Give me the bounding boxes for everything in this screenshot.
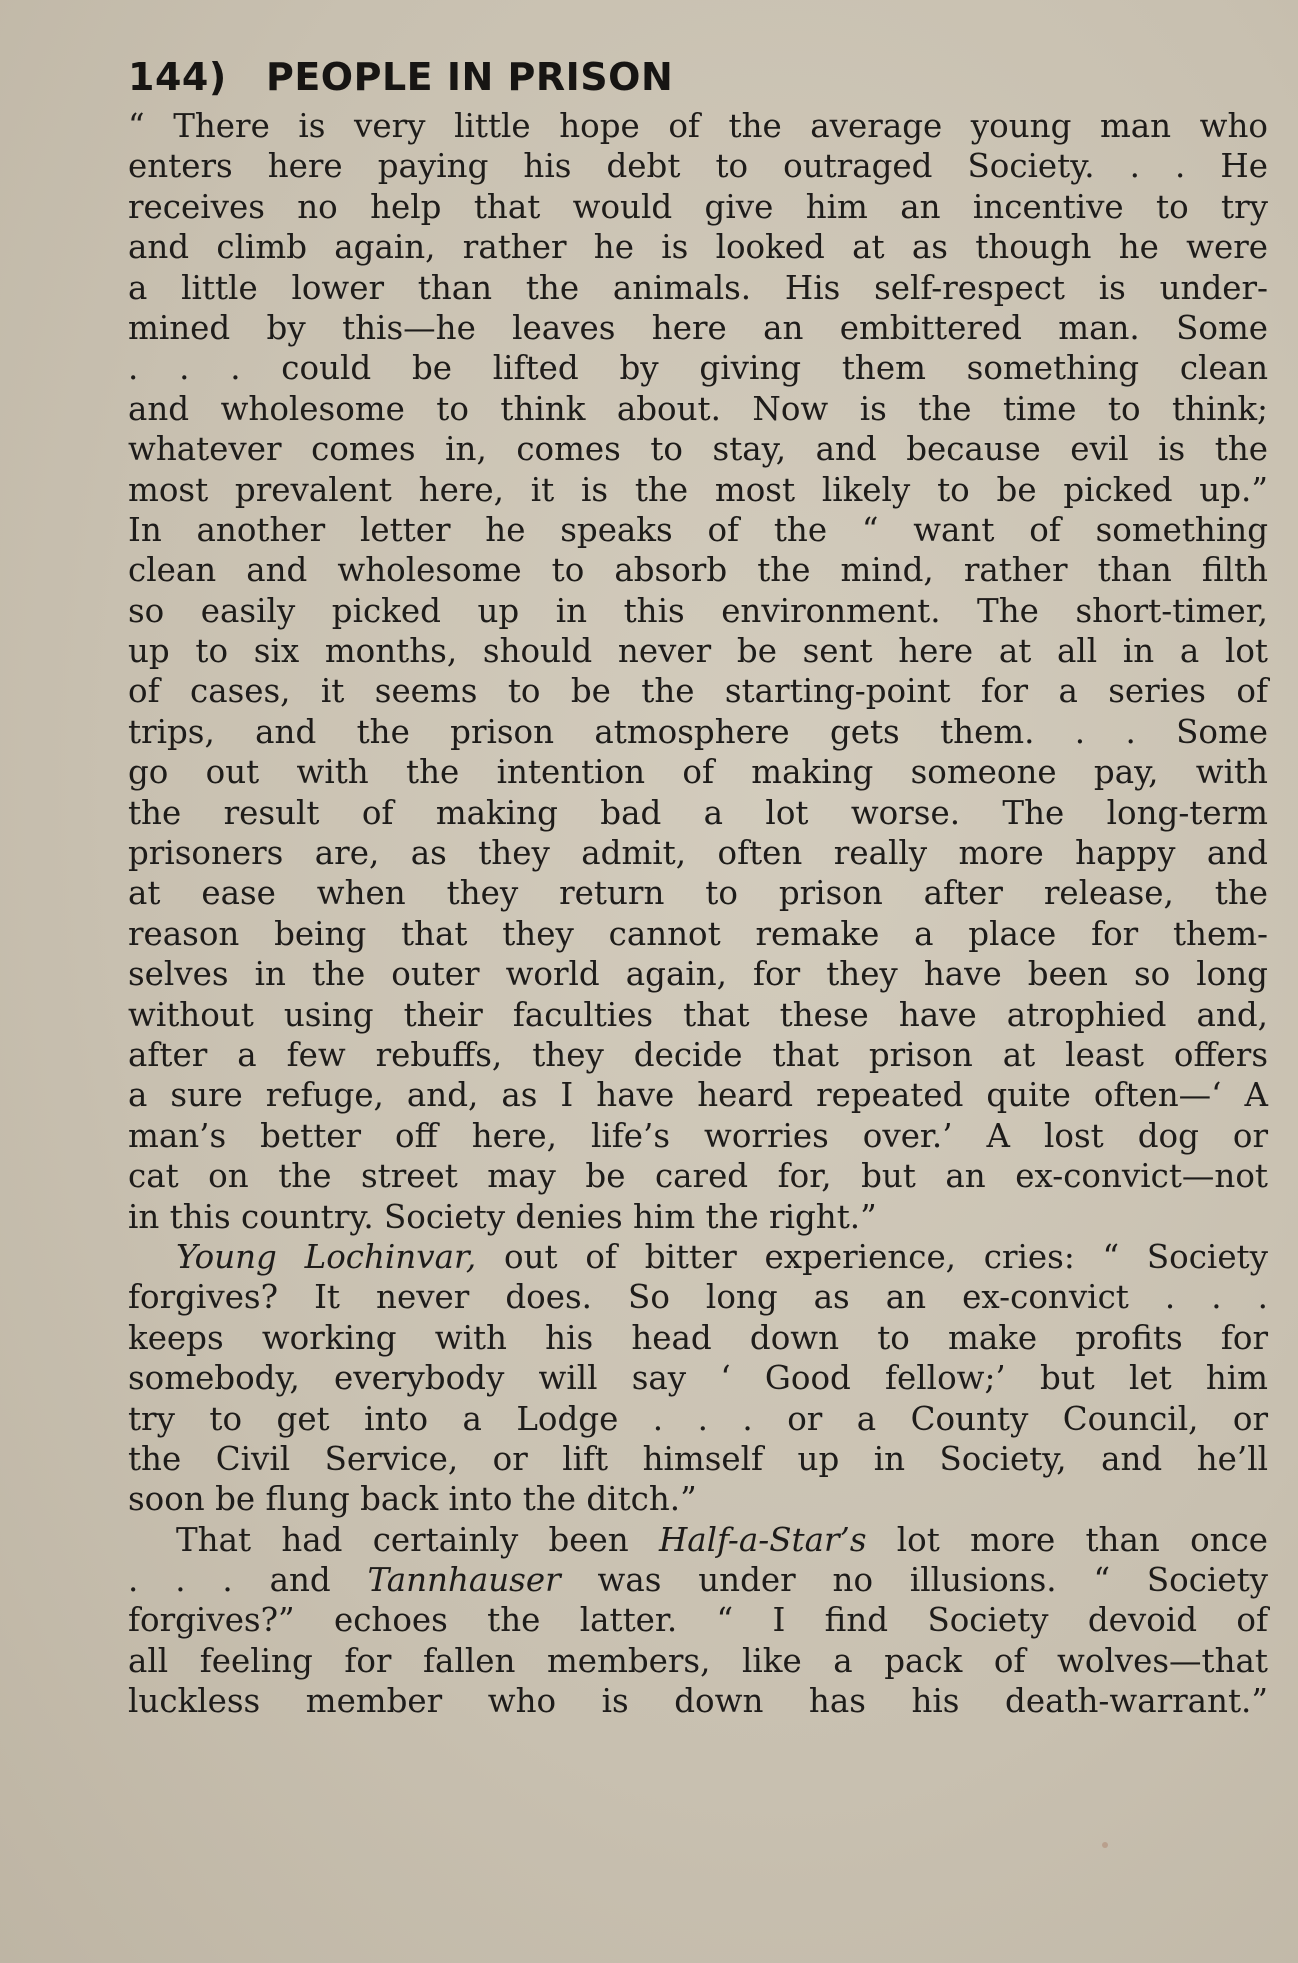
text-line: a little lower than the animals. His self-respect is under- (128, 268, 1268, 307)
text-line: selves in the outer world again, for they have been so long (128, 955, 1268, 994)
text-line: whatever comes in, comes to stay, and because evil is the (128, 430, 1268, 469)
text-line: soon be flung back into the ditch.” (128, 1480, 697, 1519)
page-number: 144) (128, 55, 227, 99)
text-run: . . . and (128, 1561, 368, 1600)
pseudonym-tannhauser: Tannhauser (367, 1561, 561, 1600)
text-line: luckless member who is down has his death-warrant.” (128, 1682, 1268, 1721)
text-line (128, 1237, 1268, 1277)
text-line (128, 1560, 1268, 1600)
text-line: forgives? It never does. So long as an ex-convict . . . (128, 1278, 1268, 1317)
text-line: and climb again, rather he is looked at as though he were (128, 228, 1268, 267)
page-header (128, 48, 1268, 106)
text-line: at ease when they return to prison after release, the (128, 874, 1268, 913)
text-line: receives no help that would give him an incentive to try (128, 187, 1268, 226)
text-line: trips, and the prison atmosphere gets them. . . Some (128, 712, 1268, 751)
text-line: In another letter he speaks of the “ want of something (128, 510, 1268, 549)
text-run: That had certainly been (176, 1520, 659, 1559)
text-line: man’s better off here, life’s worries over.’ A lost dog or (128, 1116, 1268, 1155)
text-line: of cases, it seems to be the starting-point for a series of (128, 672, 1268, 711)
text-line: . . . could be lifted by giving them something clean (128, 349, 1268, 388)
text-line: without using their faculties that these have atrophied and, (128, 995, 1268, 1034)
body-text (128, 106, 1268, 1722)
text-line (128, 1520, 1268, 1560)
text-line: enters here paying his debt to outraged Society. . . He (128, 147, 1268, 186)
text-line: most prevalent here, it is the most likely to be picked up.” (128, 470, 1268, 509)
text-run: lot more than once (866, 1520, 1269, 1559)
text-line: mined by this—he leaves here an embittered man. Some (128, 308, 1268, 347)
text-line: go out with the intention of making someone pay, with (128, 753, 1268, 792)
text-line: forgives?” echoes the latter. “ I find Society devoid of (128, 1601, 1268, 1640)
text-line: “ There is very little hope of the average young man who (128, 107, 1268, 145)
text-line: keeps working with his head down to make profits for (128, 1318, 1268, 1357)
text-line: the Civil Service, or lift himself up in Society, and he’ll (128, 1439, 1268, 1478)
text-run: was under no illusions. “ Society (560, 1561, 1268, 1600)
text-line: a sure refuge, and, as I have heard repeated quite often—‘ A (128, 1076, 1268, 1115)
text-line: prisoners are, as they admit, often really more happy and (128, 834, 1268, 873)
text-line: cat on the street may be cared for, but an ex-convict—not (128, 1157, 1268, 1196)
text-line: and wholesome to think about. Now is the time to think; (128, 389, 1268, 428)
book-page (128, 48, 1268, 1722)
text-line: the result of making bad a lot worse. The long-term (128, 793, 1268, 832)
text-line: in this country. Society denies him the right.” (128, 1197, 877, 1236)
text-line: so easily picked up in this environment. The short-timer, (128, 591, 1268, 630)
text-run: out of bitter experience, cries: “ Society (476, 1237, 1268, 1276)
text-line: up to six months, should never be sent here at all in a lot (128, 632, 1268, 671)
text-line: reason being that they cannot remake a place for them- (128, 914, 1268, 953)
text-line: all feeling for fallen members, like a pack of wolves—that (128, 1641, 1268, 1680)
pseudonym-half-a-star: Half-a-Star’s (658, 1520, 867, 1559)
text-line: try to get into a Lodge . . . or a County Council, or (128, 1399, 1268, 1438)
text-line: clean and wholesome to absorb the mind, rather than filth (128, 551, 1268, 590)
text-line: somebody, everybody will say ‘ Good fellow;’ but let him (128, 1359, 1268, 1398)
running-title: PEOPLE IN PRISON (266, 55, 674, 99)
text-line: after a few rebuffs, they decide that prison at least offers (128, 1035, 1268, 1074)
pseudonym-young-lochinvar: Young Lochinvar, (176, 1237, 477, 1276)
paper-blemish (1102, 1842, 1108, 1848)
